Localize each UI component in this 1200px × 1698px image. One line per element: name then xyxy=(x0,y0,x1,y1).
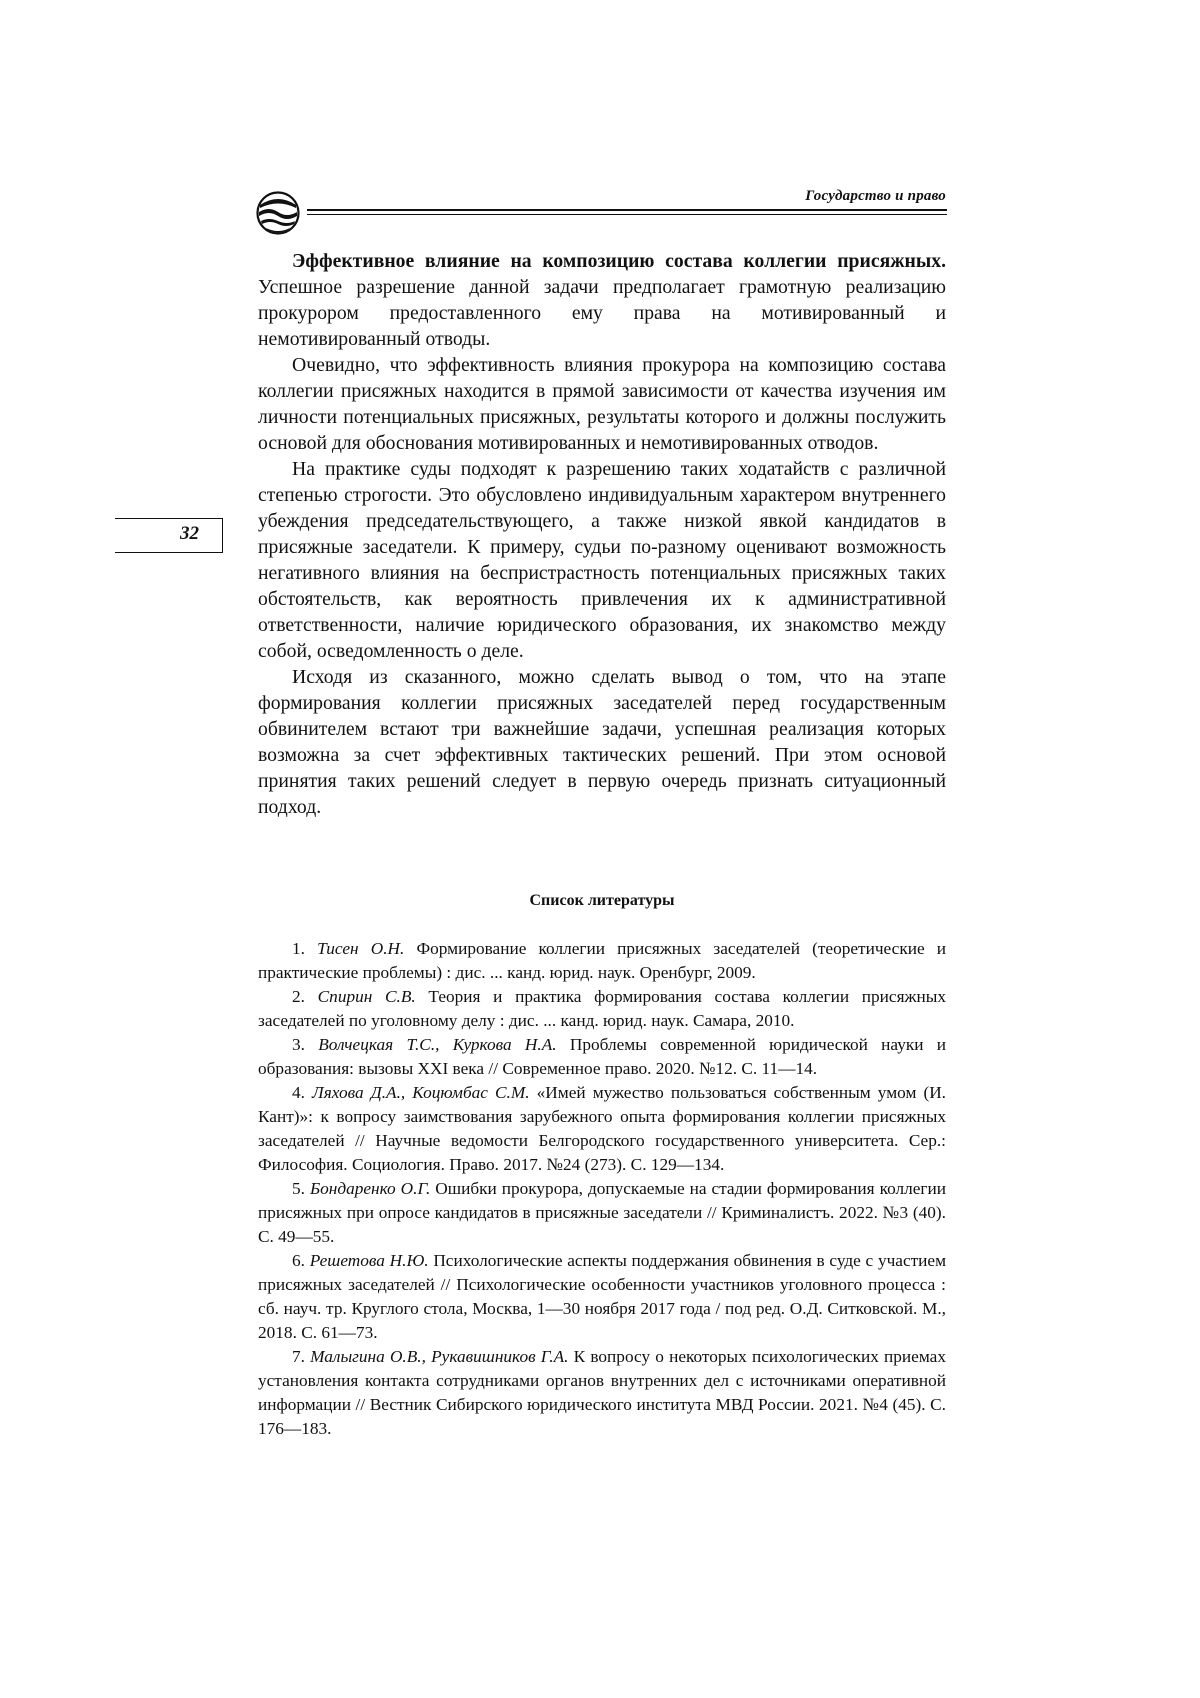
reference-item xyxy=(258,985,946,1033)
reference-authors: Малыгина О.В., Рукавишников Г.А. xyxy=(310,1347,569,1366)
reference-authors: Ляхова Д.А., Коцюмбас С.М. xyxy=(312,1083,530,1102)
paragraph-3: На практике суды подходят к разрешению таких ходатайств с различной степенью строгости. Это обусловлено индивидуальным характером внутреннего убеждения председательствующего, а также низкой явкой кандидатов в присяжные заседатели. К примеру, судьи по-разному оценивают возможность негативного влияния на беспристрастность потенциальных присяжных таких обстоятельств, как вероятность привлечения их к административной ответственности, наличие юридического образования, их знакомство между собой, осведомленность о деле. xyxy=(258,458,946,662)
reference-text: Теория и практика формирования состава коллегии присяжных заседателей по уголовному делу : дис. ... канд. юрид. наук. Самара, 2010. xyxy=(258,987,946,1030)
paragraph-4: Исходя из сказанного, можно сделать вывод о том, что на этапе формирования коллегии присяжных заседателей перед государственным обвинителем встают три важнейшие задачи, успешная реализация которых возможна за счет эффективных тактических решений. При этом основой принятия таких решений следует в первую очередь признать ситуационный подход. xyxy=(258,666,946,818)
reference-text: Формирование коллегии присяжных заседателей (теоретические и практические проблемы) : дис. ... канд. юрид. наук. Оренбург, 2009. xyxy=(258,939,947,982)
reference-authors: Решетова Н.Ю. xyxy=(309,1251,429,1270)
reference-authors: Тисен О.Н. xyxy=(317,939,405,958)
reference-item xyxy=(258,1033,946,1081)
page-number-box-right xyxy=(222,518,223,553)
reference-item xyxy=(258,937,946,985)
reference-number: 3. xyxy=(292,1035,319,1054)
paragraph-1 xyxy=(258,248,946,352)
header-rule-thin xyxy=(307,214,947,215)
journal-title: Государство и право xyxy=(805,188,946,204)
reference-text: Проблемы современной юридической науки и образования: вызовы XXI века // Современное право. 2020. №12. С. 11—14. xyxy=(258,1035,946,1078)
reference-item xyxy=(258,1177,946,1249)
reference-item xyxy=(258,1345,946,1441)
reference-number: 7. xyxy=(292,1347,311,1366)
header-rule-thick xyxy=(307,209,947,211)
reference-authors: Спирин С.В. xyxy=(317,987,416,1006)
references-title: Список литературы xyxy=(529,892,675,909)
reference-number: 2. xyxy=(292,987,318,1006)
reference-number: 5. xyxy=(292,1179,310,1198)
reference-authors: Волчецкая Т.С., Куркова Н.А. xyxy=(318,1035,557,1054)
page-number-box-top xyxy=(115,518,223,519)
paragraph-1-heading: Эффективное влияние на композицию состава коллегии присяжных. xyxy=(292,250,946,272)
reference-text: К вопросу о некоторых психологических приемах установления контакта сотрудниками органов внутренних дел с источниками оперативной информации // Вестник Сибирского юридического института МВД России. 2021. №4 (45). С. 176—183. xyxy=(258,1347,946,1438)
journal-logo-icon xyxy=(256,191,300,235)
reference-number: 4. xyxy=(292,1083,313,1102)
page-number-box-bottom xyxy=(115,552,223,553)
reference-authors: Бондаренко О.Г. xyxy=(309,1179,431,1198)
reference-item xyxy=(258,1249,946,1345)
reference-text: Ошибки прокурора, допускаемые на стадии формирования коллегии присяжных при опросе кандидатов в присяжные заседатели // Криминалистъ. 2022. №3 (40). С. 49—55. xyxy=(258,1179,946,1246)
reference-text: «Имей мужество пользоваться собственным умом (И. Кант)»: к вопросу заимствования зарубежного опыта формирования коллегии присяжных заседателей // Научные ведомости Белгородского государственного университета. Сер.: Философия. Социология. Право. 2017. №24 (273). С. 129—134. xyxy=(258,1083,946,1174)
reference-text: Психологические аспекты поддержания обвинения в суде с участием присяжных заседателей // Психологические особенности участников уголовного процесса : сб. науч. тр. Круглого стола, Москва, 1—30 ноября 2017 года / под ред. О.Д. Ситковской. М., 2018. С. 61—73. xyxy=(258,1251,947,1342)
paragraph-1-text: Успешное разрешение данной задачи предполагает грамотную реализацию прокурором предоставленного ему права на мотивированный и немотивированный отводы. xyxy=(258,276,946,350)
page-number: 32 xyxy=(180,523,199,544)
references-list xyxy=(258,937,946,1441)
reference-item xyxy=(258,1081,946,1177)
article-body xyxy=(258,248,946,820)
paragraph-2: Очевидно, что эффективность влияния прокурора на композицию состава коллегии присяжных находится в прямой зависимости от качества изучения им личности потенциальных присяжных, результаты которого и должны послужить основой для обоснования мотивированных и немотивированных отводов. xyxy=(258,354,946,454)
reference-number: 1. xyxy=(292,939,318,958)
reference-number: 6. xyxy=(292,1251,310,1270)
